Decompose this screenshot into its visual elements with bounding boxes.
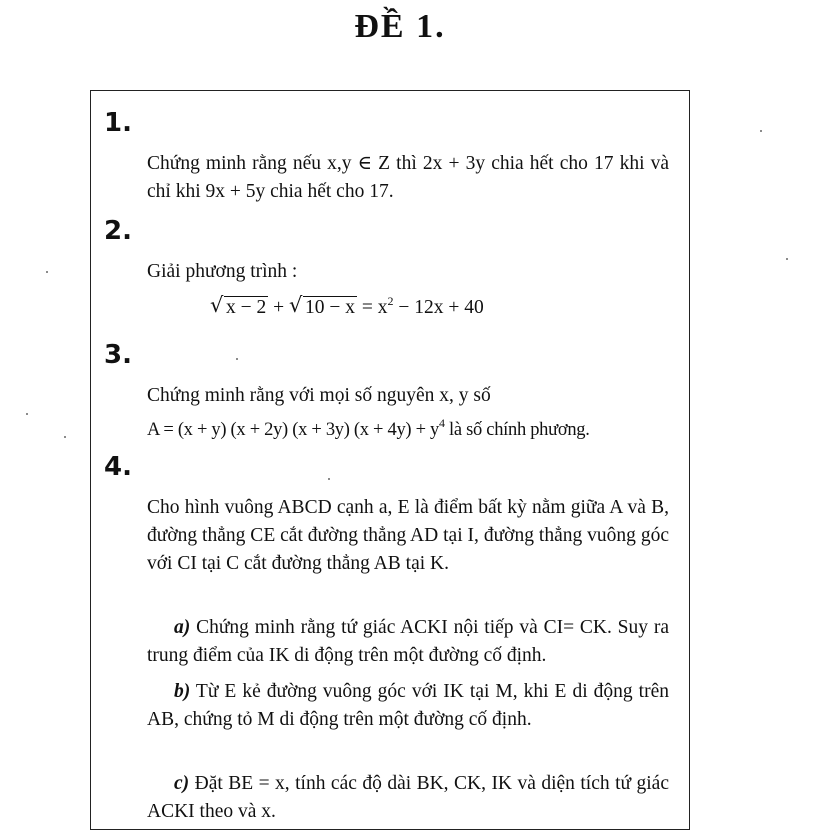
problem-4-number: 4. bbox=[104, 452, 132, 482]
problem-2-number: 2. bbox=[104, 216, 132, 246]
problem-4-part-b bbox=[147, 678, 669, 734]
problem-3-intro: Chứng minh rằng với mọi số nguyên x, y số bbox=[147, 385, 491, 406]
scan-speck bbox=[786, 258, 788, 260]
problem-2-intro: Giải phương trình : bbox=[147, 261, 298, 282]
sqrt-1 bbox=[210, 294, 268, 322]
problem-4-intro: Cho hình vuông ABCD cạnh a, E là điểm bất kỳ nằm giữa A và B, đường thẳng CE cắt đường thẳng AD tại I, đường thẳng vuông góc với CI tại C cắt đường thẳng AB tại K. bbox=[147, 497, 669, 574]
sqrt-2 bbox=[289, 294, 357, 322]
part-c-text: Đặt BE = x, tính các độ dài BK, CK, IK và diện tích tứ giác ACKI theo và x. bbox=[147, 773, 669, 822]
problem-3-expression bbox=[147, 416, 669, 444]
eq-exponent: 2 bbox=[387, 294, 394, 308]
expr-a: A = (x + y) (x + 2y) (x + 3y) (x + 4y) + y bbox=[147, 420, 440, 440]
eq-plus: + bbox=[268, 297, 289, 318]
part-a-text: Chứng minh rằng tứ giác ACKI nội tiếp và CI= CK. Suy ra trung điểm của IK di động trên một đường cố định. bbox=[147, 617, 669, 666]
eq-rhs-a: = x bbox=[357, 297, 388, 318]
expr-exponent: 4 bbox=[439, 416, 445, 430]
scan-speck bbox=[236, 358, 238, 360]
problem-4-part-a bbox=[147, 614, 669, 670]
part-b-text: Từ E kẻ đường vuông góc với IK tại M, khi E di động trên AB, chứng tỏ M di động trên một đường cố định. bbox=[147, 681, 669, 730]
radical-sign-icon: √ bbox=[210, 293, 224, 317]
scan-speck bbox=[64, 436, 66, 438]
problem-1-number: 1. bbox=[104, 108, 132, 138]
problem-2-equation bbox=[210, 294, 630, 322]
scan-speck bbox=[46, 271, 48, 273]
problem-1-text: Chứng minh rằng nếu x,y ∈ Z thì 2x + 3y chia hết cho 17 khi và chỉ khi 9x + 5y chia hết cho 17. bbox=[147, 153, 669, 202]
radicand-2: 10 − x bbox=[305, 297, 355, 318]
page-title: ĐỀ 1. bbox=[354, 8, 446, 45]
part-a-label: a) bbox=[174, 617, 191, 638]
scan-speck bbox=[760, 130, 762, 132]
eq-rhs-b: − 12x + 40 bbox=[393, 297, 484, 318]
radicand-1: x − 2 bbox=[226, 297, 267, 318]
expr-b: là số chính phương. bbox=[444, 420, 590, 440]
radical-sign-icon: √ bbox=[289, 293, 303, 317]
problem-4-part-c bbox=[147, 770, 669, 826]
part-b-label: b) bbox=[174, 681, 191, 702]
part-c-label: c) bbox=[174, 773, 190, 794]
problem-3-number: 3. bbox=[104, 340, 132, 370]
scan-speck bbox=[328, 478, 330, 480]
scan-speck bbox=[26, 413, 28, 415]
